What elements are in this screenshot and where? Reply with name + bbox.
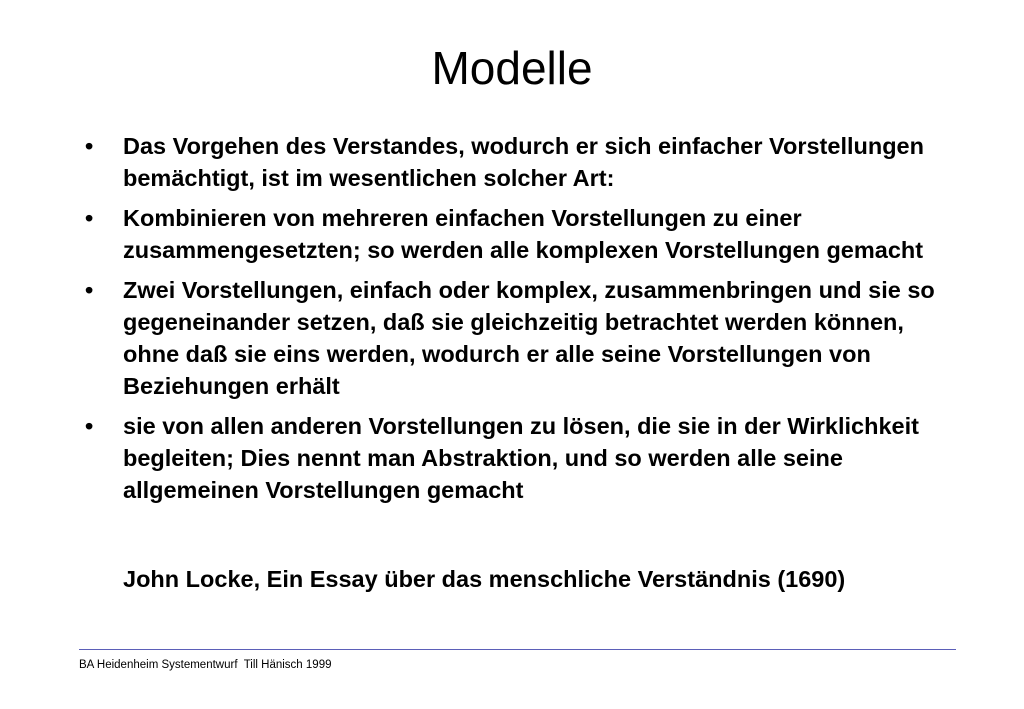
bullet-text-1: Das Vorgehen des Verstandes, wodurch er sich einfacher Vorstellungen bemächtigt, ist im wesentlichen solcher Art:: [123, 133, 924, 191]
bullet-text-3: Zwei Vorstellungen, einfach oder komplex, zusammenbringen und sie so gegeneinander setzen, daß sie gleichzeitig betrachtet werden können, ohne daß sie eins werden, wodurch er alle seine Vorstellungen von Beziehungen erhält: [123, 277, 935, 399]
bullet-item-3: [85, 274, 955, 402]
slide-title: Modelle: [431, 42, 593, 94]
bullet-item-4: [85, 410, 955, 506]
bullet-dot-icon: •: [85, 413, 94, 439]
bullet-dot-icon: •: [85, 277, 94, 303]
bullet-text-4: sie von allen anderen Vorstellungen zu lösen, die sie in der Wirklichkeit begleiten; Dies nennt man Abstraktion, und so werden alle seine allgemeinen Vorstellungen gemacht: [123, 413, 919, 503]
footer-divider: [79, 649, 956, 650]
bullet-item-2: [85, 202, 955, 266]
footer-text: BA Heidenheim Systementwurf Till Hänisch 1999: [79, 659, 332, 671]
bullet-dot-icon: •: [85, 133, 94, 159]
bullet-dot-icon: •: [85, 205, 94, 231]
citation: John Locke, Ein Essay über das menschliche Verständnis (1690): [123, 566, 846, 592]
bullet-list: [85, 130, 955, 514]
bullet-item-1: [85, 130, 955, 194]
bullet-text-2: Kombinieren von mehreren einfachen Vorstellungen zu einer zusammengesetzten; so werden alle komplexen Vorstellungen gemacht: [123, 205, 924, 263]
